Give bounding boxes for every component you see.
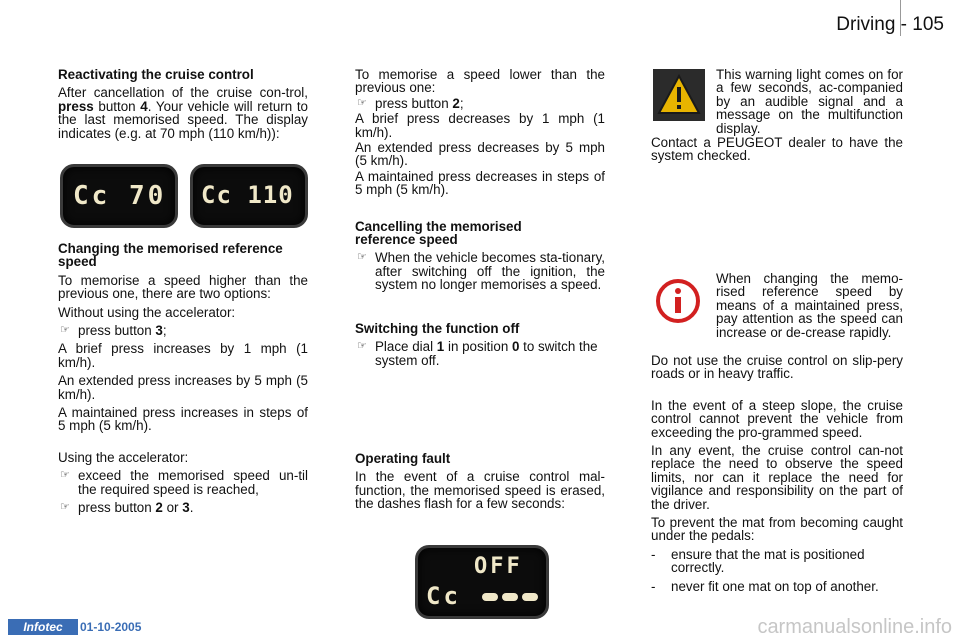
list-item: - ensure that the mat is positioned correctly. [651,546,865,576]
warning-text [716,68,903,135]
bullet-item: ☞ When the vehicle becomes sta-tionary, after switching off the ignition, the system no longer memorises a speed. [357,250,605,293]
dashes-icon [480,588,540,606]
paragraph: When changing the memo-rised reference speed by means of a maintained press, pay attention as the speed can increase or de-crease rapidly. [716,271,903,340]
paragraph: Do not use the cruise control on slip-pery roads or in heavy traffic. [651,353,903,382]
paragraph: To memorise a speed higher than the previous one, there are two options: [58,272,308,302]
paragraph: A brief press increases by 1 mph (1 km/h). [58,341,308,370]
paragraph: This warning light comes on for a few seconds, ac-companied by an audible signal and a message on the multifunction display. [716,67,903,136]
info-icon [655,278,701,324]
paragraph: In the event of a cruise control mal-function, the memorised speed is erased, the dashes flash for a few seconds: [355,469,605,512]
watermark: carmanualsonline.info [757,616,952,638]
heading-reactivating: Reactivating the cruise control [58,67,254,82]
page-title: Driving - 105 [836,14,944,35]
bullet-item: ☞ press button 2; [357,95,464,111]
paragraph: A maintained press increases in steps of 5 mph (5 km/h). [58,405,308,434]
infotec-logo: Infotec [8,619,78,635]
paragraph: Contact a PEUGEOT dealer to have the system checked. [651,135,903,164]
paragraph: A maintained press decreases in steps of 5 mph (5 km/h). [355,168,605,198]
paragraph: Without using the accelerator: [58,304,236,320]
pointing-hand-icon: ☞ [357,96,367,109]
paragraph: An extended press increases by 5 mph (5 km/h). [58,373,308,402]
list-item: - never fit one mat on top of another. [651,578,879,594]
paragraph: In the event of a steep slope, the cruise control cannot prevent the vehicle from exceeding the pro-grammed speed. [651,397,903,440]
paragraph: An extended press decreases by 5 mph (5 km/h). [355,140,605,169]
column-right-lower [651,354,903,593]
column-middle [355,68,605,367]
bullet-item: ☞ Place dial 1 in position 0 to switch the system off. [357,339,598,368]
heading-changing: Changing the memorised reference speed [58,241,283,270]
paragraph: To prevent the mat from becoming caught under the pedals: [651,515,903,544]
display-text-off: OFF [474,554,523,579]
display-text-cc: Cc [426,582,461,610]
column-right-upper [651,136,903,163]
display-text: Cc 70 [73,181,167,211]
pointing-hand-icon: ☞ [60,469,70,482]
paragraph: After cancellation of the cruise con-trol, press button 4. Your vehicle will return to the last memorised speed. The display indicates (e.g. at 70 mph (110 km/h)): [58,85,309,141]
heading-operating-fault: Operating fault [355,451,451,466]
bullet-item: ☞ exceed the memorised speed un-til the required speed is reached, [60,468,308,497]
paragraph: To memorise a speed lower than the previous one: [355,67,605,96]
pointing-hand-icon: ☞ [60,501,70,514]
paragraph: Using the accelerator: [58,449,189,465]
info-text [716,272,903,339]
paragraph: In any event, the cruise control can-not replace the need to observe the speed limits, nor can it replace the need for vigilance and responsibility on the part of the driver. [651,443,903,512]
warning-triangle-icon [653,69,705,121]
paragraph: A brief press decreases by 1 mph (1 km/h). [355,111,605,140]
bullet-item: ☞ press button 3; [60,323,167,339]
column-middle-lower [355,452,605,511]
display-cc-110 [190,164,308,228]
display-off [415,545,549,619]
display-cc-70 [60,164,178,228]
column-left-lower [58,242,308,515]
pointing-hand-icon: ☞ [357,251,367,264]
pointing-hand-icon: ☞ [60,324,70,337]
heading-switching-off: Switching the function off [355,320,520,336]
pointing-hand-icon: ☞ [357,340,367,353]
heading-cancelling: Cancelling the memorised reference speed [355,218,522,248]
display-text: Cc 110 [201,181,294,209]
bullet-item: ☞ press button 2 or 3. [60,500,194,516]
column-left [58,68,308,140]
footer-date: 01-10-2005 [80,620,142,634]
